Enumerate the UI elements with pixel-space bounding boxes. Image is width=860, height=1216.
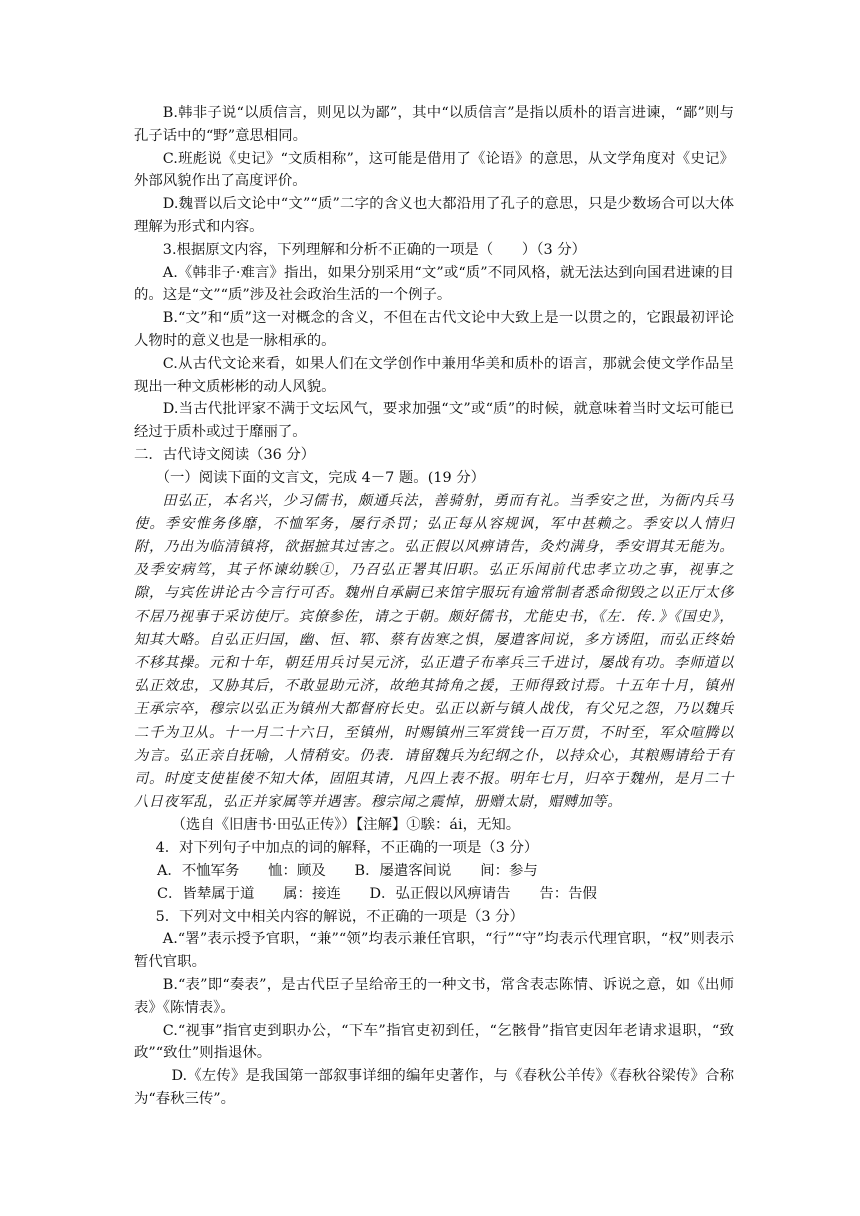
q4-options-ab: A．不恤军务 恤：顾及 B．屡遣客间说 间：参与 bbox=[157, 862, 538, 879]
q5-stem: 5．下列对文中相关内容的解说，不正确的一项是（3 分） bbox=[155, 908, 524, 925]
document-page bbox=[134, 102, 734, 1111]
q3-stem: 3.根据原文内容，下列理解和分析不正确的一项是（ ）（3 分） bbox=[162, 241, 586, 258]
subsection-heading: （一）阅读下面的文言文，完成 4－7 题。(19 分） bbox=[155, 469, 485, 486]
passage-source-note: （选自《旧唐书·田弘正传》）【注解】①騃：ái，无知。 bbox=[171, 817, 521, 834]
q3-option-b: B.“文”和“质”这一对概念的含义，不但在古代文论中大致上是一以贯之的，它跟最初评论人物时的意义也是一脉相承的。 bbox=[134, 310, 734, 349]
q3-option-c: C.从古代文论来看，如果人们在文学创作中兼用华美和质朴的语言，那就会使文学作品呈现出一种文质彬彬的动人风貌。 bbox=[134, 355, 734, 395]
q3-option-d: D.当古代批评家不满于文坛风气，要求加强“文”或“质”的时候，就意味着当时文坛可能已经过于质朴或过于靡丽了。 bbox=[134, 401, 734, 441]
q4-options-cd: C．皆辇属于道 属：接连 D．弘正假以风痹请告 告：告假 bbox=[157, 885, 597, 902]
classical-passage: 田弘正，本名兴，少习儒书，颇通兵法，善骑射，勇而有礼。当季安之世，为衙内兵马使。季安惟务侈靡，不恤军务，屡行杀罚；弘正每从容规讽，军中甚赖之。季安以人情归附，乃出为临清镇将，欲据摭其过害之。弘正假以风痹请告，灸灼满身，季安谓其无能为。及季安病笃，其子怀谏幼騃①，乃召弘正署其旧职。弘正乐闻前代忠孝立功之事，视事之隙，与宾佐讲论古今言行可否。魏州自承嗣已来馆宇服玩有逾常制者悉命彻毁之以正厅太侈不居乃视事于采访使厅。宾僚参佐，请之于朝。颇好儒书，尤能史书，《左．传．》《国史》，知其大略。自弘正归国，幽、恒、郓、蔡有齿寒之惧，屡遣客间说，多方诱阻，而弘正终始不移其操。元和十年，朝廷用兵讨吴元济，弘正遣子布率兵三千进讨，屡战有功。李师道以弘正效忠，又胁其后，不敢显助元济，故绝其掎角之援，王师得致讨焉。十五年十月，镇州王承宗卒，穆宗以弘正为镇州大都督府长史。弘正以新与镇人战伐，有父兄之怨，乃以魏兵二千为卫从。十一月二十六日，至镇州，时赐镇州三军赏钱一百万贯，不时至，军众喧腾以为言。弘正亲自抚喻，人情稍安。仍表．请留魏兵为纪纲之仆，以持众心，其粮赐请给于有司。时度支使崔倰不知大体，固阻其请，凡四上表不报。明年七月，归卒于魏州，是月二十八日夜军乱，弘正并家属等并遇害。穆宗闻之震悼，册赠太尉，赗赙加等。 bbox=[134, 492, 734, 811]
q5-option-a: A.“署”表示授予官职，“兼”“领”均表示兼任官职，“行”“守”均表示代理官职，“权”则表示暂代官职。 bbox=[134, 931, 734, 971]
section-heading-classical: 二．古代诗文阅读（36 分） bbox=[134, 446, 316, 463]
q5-option-c: C.“视事”指官吏到职办公，“下车”指官吏初到任，“乞骸骨”指官吏因年老请求退职，“致政”“致仕”则指退休。 bbox=[134, 1022, 734, 1062]
q5-option-d: D.《左传》是我国第一部叙事详细的编年史著作，与《春秋公羊传》《春秋谷梁传》合称为“春秋三传”。 bbox=[134, 1068, 734, 1107]
q5-option-b: B.“表”即“奏表”，是古代臣子呈给帝王的一种文书，常含表志陈情、诉说之意，如《出师表》《陈情表》。 bbox=[134, 976, 734, 1016]
q3-option-a: A.《韩非子·难言》指出，如果分别采用“文”或“质”不同风格，就无法达到向国君进谏的目的。这是“文”“质”涉及社会政治生活的一个例子。 bbox=[134, 264, 734, 304]
q2-option-d: D.魏晋以后文论中“文”“质”二字的含义也大都沿用了孔子的意思，只是少数场合可以大体理解为形式和内容。 bbox=[134, 196, 734, 235]
q4-stem: 4．对下列句子中加点的词的解释，不正确的一项是（3 分） bbox=[155, 840, 539, 857]
q2-option-b: B.韩非子说“以质信言，则见以为鄙”，其中“以质信言”是指以质朴的语言进谏，“鄙”则与孔子话中的“野”意思相同。 bbox=[134, 105, 734, 144]
q2-option-c: C.班彪说《史记》“文质相称”，这可能是借用了《论语》的意思，从文学角度对《史记》外部风貌作出了高度评价。 bbox=[134, 150, 734, 190]
